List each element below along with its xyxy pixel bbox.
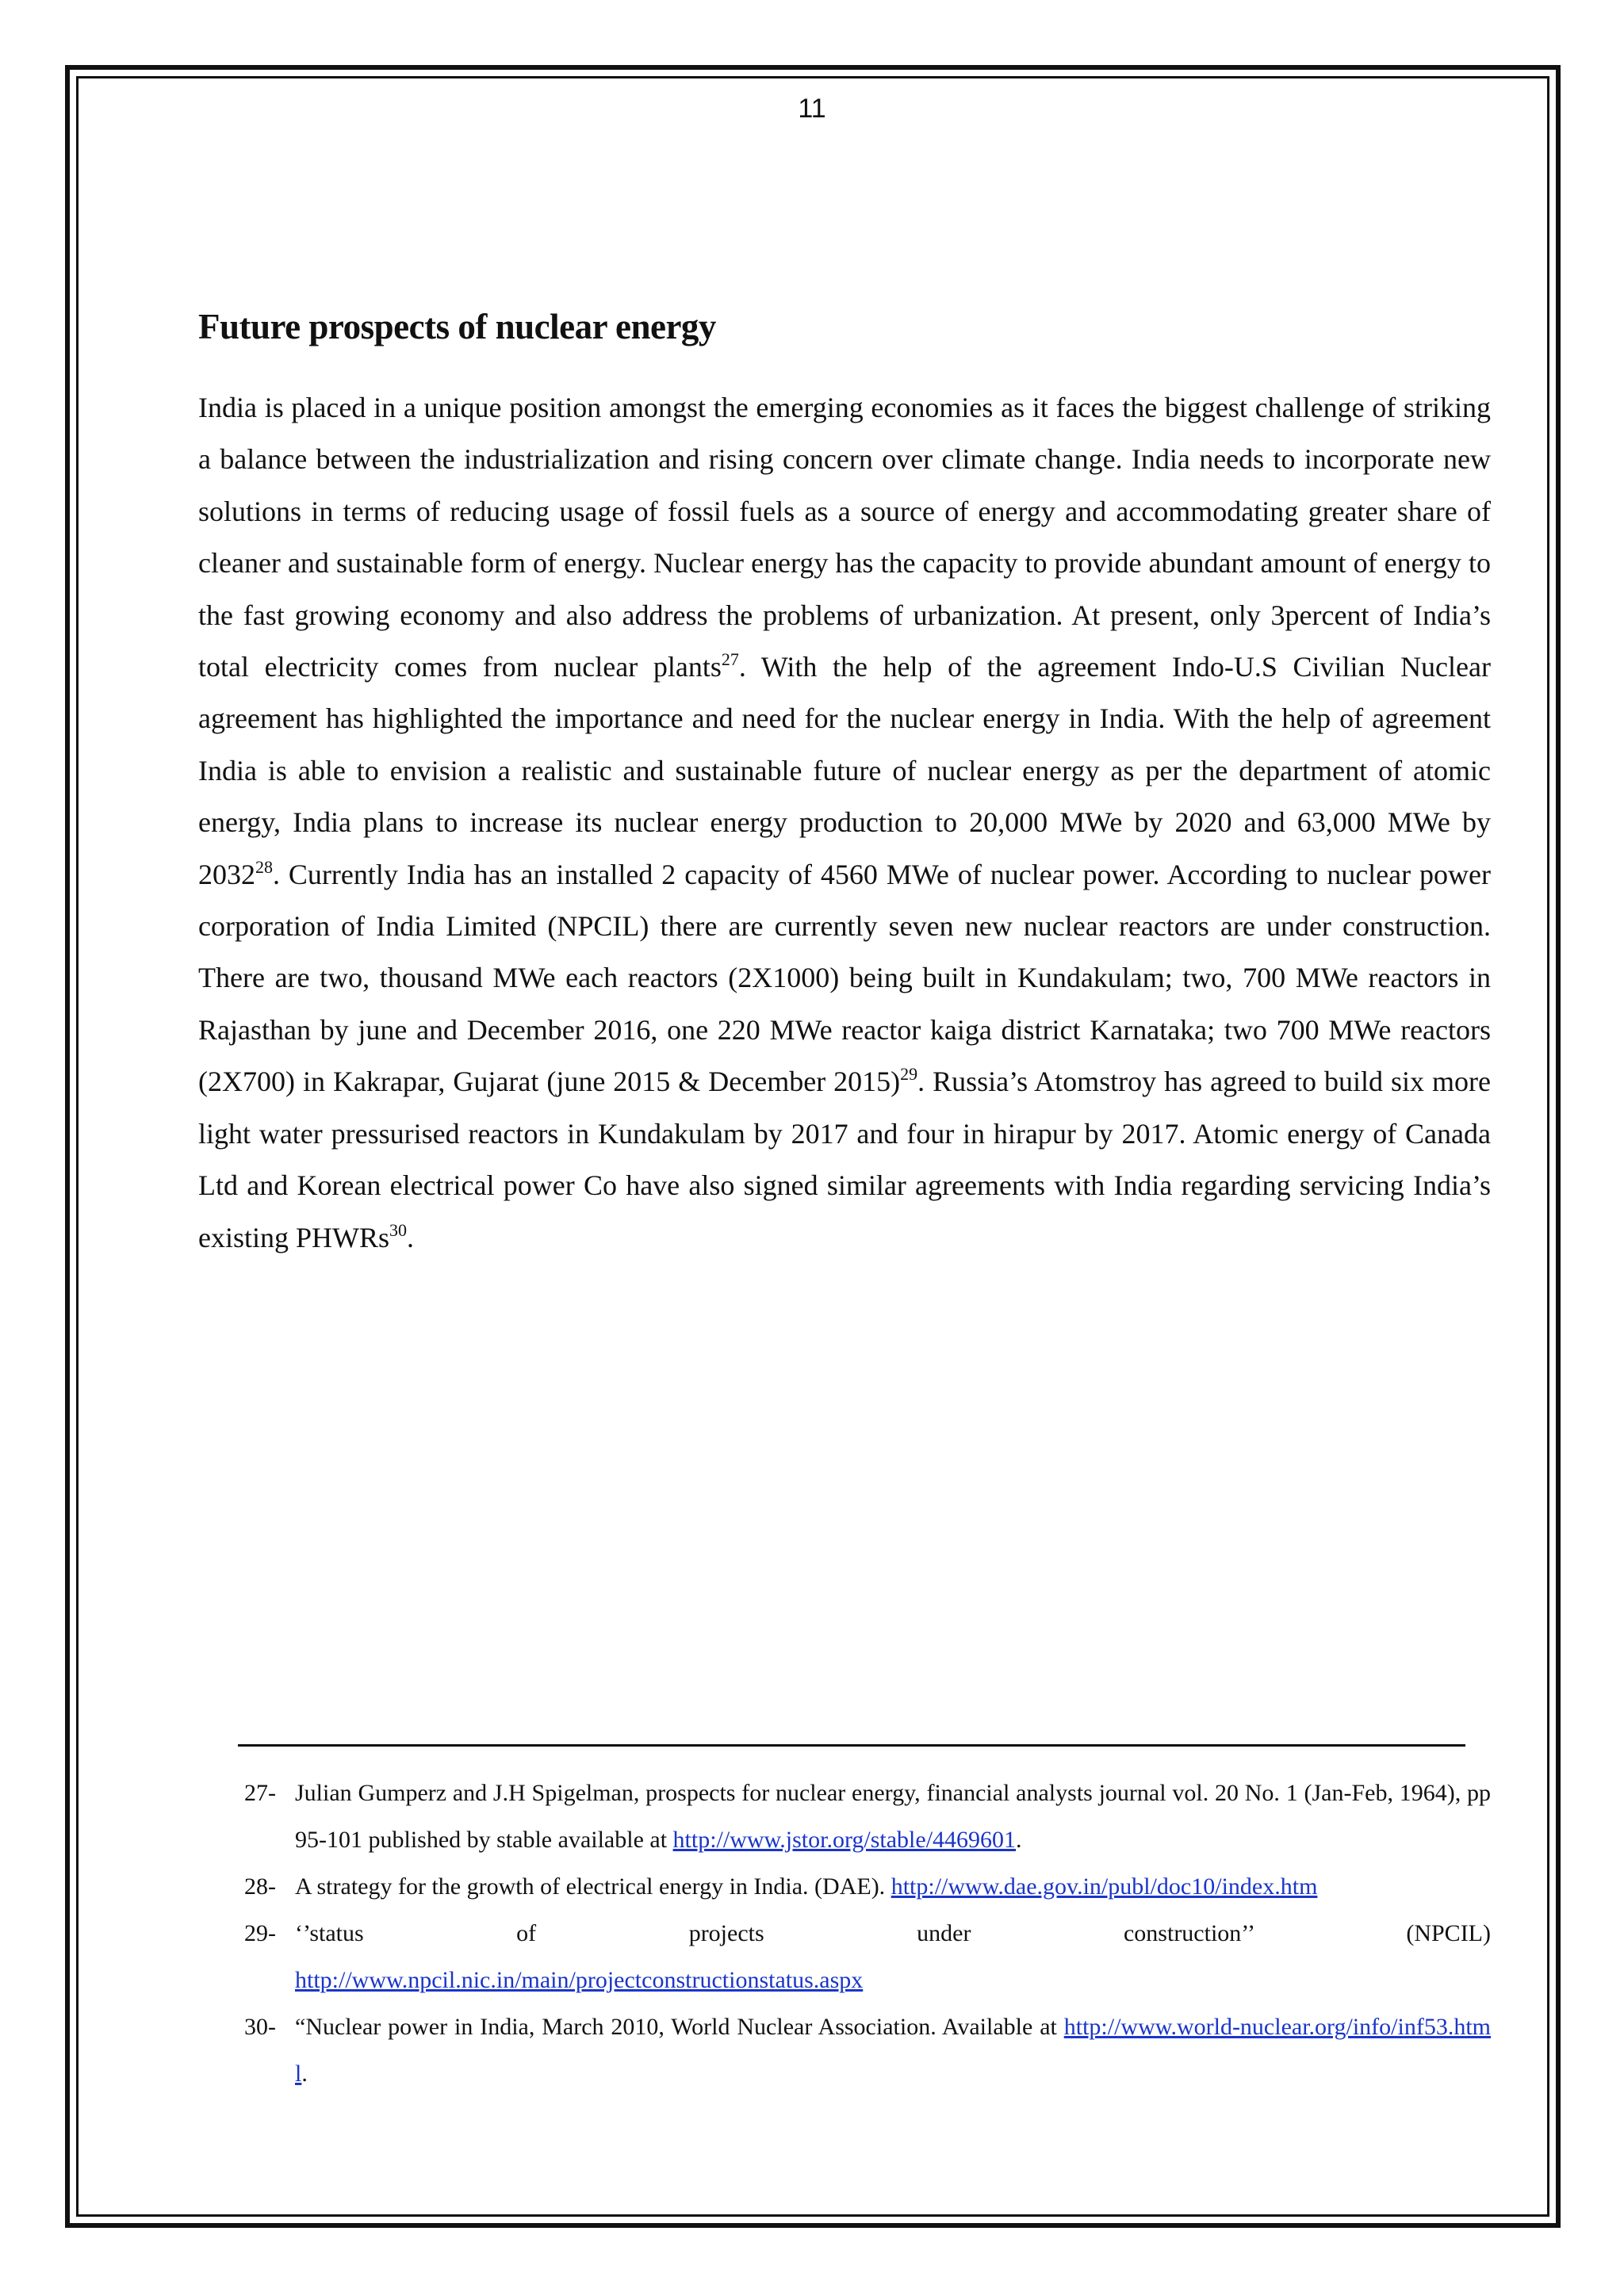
footnote-punctuation: . bbox=[1016, 1827, 1022, 1853]
footnote-number: 30- bbox=[244, 2014, 276, 2040]
footnote-body bbox=[295, 1770, 1491, 1863]
footnote-text: Julian Gumperz and J.H Spigelman, prospects for nuclear energy, financial analysts journal vol. 20 No. 1 (Jan-Feb, 1964), pp 95-101 published by stable available at bbox=[295, 1780, 1491, 1853]
footnote-ref[interactable]: 29 bbox=[900, 1064, 918, 1085]
footnote-divider bbox=[238, 1744, 1465, 1747]
footnote-item bbox=[244, 1910, 1491, 2003]
footnote-text: “Nuclear power in India, March 2010, World Nuclear Association. Available at bbox=[295, 2014, 1064, 2040]
footnote-ref[interactable]: 30 bbox=[389, 1219, 408, 1240]
footnote-item bbox=[244, 1863, 1491, 1910]
footnote-text: ‘’status of projects under construction’’ (NPCIL) bbox=[295, 1920, 1491, 1946]
footnote-link[interactable]: http://www.npcil.nic.in/main/projectconstructionstatus.aspx bbox=[295, 1967, 864, 1993]
footnote-body bbox=[295, 2003, 1491, 2097]
footnote-link[interactable]: http://www.jstor.org/stable/4469601 bbox=[672, 1827, 1017, 1853]
footnotes-list bbox=[244, 1770, 1491, 2097]
footnote-link[interactable]: http://www.world-nuclear.org/info/inf53.html bbox=[295, 2014, 1491, 2087]
footnote-body bbox=[295, 1863, 1491, 1910]
section-title: Future prospects of nuclear energy bbox=[198, 307, 716, 346]
paragraph-text: . Russia’s Atomstroy has agreed to build six more light water pressurised reactors in Kundakulam by 2017 and four in hirapur by 2017. Atomic energy of Canada Ltd and Korean electrical power Co have also signed similar agreements with India regarding servicing India’s existing PHWRs bbox=[198, 1066, 1491, 1253]
page-number: 11 bbox=[798, 94, 826, 124]
footnote-ref[interactable]: 27 bbox=[721, 649, 739, 670]
footnote-number: 27- bbox=[244, 1780, 276, 1806]
paragraph-text: . With the help of the agreement Indo-U.S Civilian Nuclear agreement has highlighted the importance and need for the nuclear energy in India. With the help of agreement India is able to envision a realistic and sustainable future of nuclear energy as per the department of atomic energy, India plans to increase its nuclear energy production to 20,000 MWe by 2020 and 63,000 MWe by 2032 bbox=[198, 651, 1491, 890]
footnote-link[interactable]: http://www.dae.gov.in/publ/doc10/index.htm bbox=[891, 1873, 1318, 1900]
paragraph-text: . Currently India has an installed 2 capacity of 4560 MWe of nuclear power. According to nuclear power corporation of India Limited (NPCIL) there are currently seven new nuclear reactors are under construction. There are two, thousand MWe each reactors (2X1000) being built in Kundakulam; two, 700 MWe reactors in Rajasthan by june and December 2016, one 220 MWe reactor kaiga district Karnataka; two 700 MWe reactors (2X700) in Kakrapar, Gujarat (june 2015 & December 2015) bbox=[198, 858, 1491, 1098]
footnote-text: A strategy for the growth of electrical energy in India. (DAE). bbox=[295, 1873, 891, 1900]
footnote-ref[interactable]: 28 bbox=[255, 856, 273, 877]
footnote-item bbox=[244, 2003, 1491, 2097]
footnote-punctuation: . bbox=[301, 2061, 308, 2087]
footnote-number: 29- bbox=[244, 1920, 276, 1946]
footnote-body bbox=[295, 1910, 1491, 2003]
footnote-number: 28- bbox=[244, 1873, 276, 1900]
footnote-item bbox=[244, 1770, 1491, 1863]
body-paragraph bbox=[198, 382, 1491, 1264]
paragraph-text: . bbox=[407, 1221, 415, 1253]
paragraph-text: India is placed in a unique position amongst the emerging economies as it faces the biggest challenge of striking a balance between the industrialization and rising concern over climate change. India needs to incorporate new solutions in terms of reducing usage of fossil fuels as a source of energy and accommodating greater share of cleaner and sustainable form of energy. Nuclear energy has the capacity to provide abundant amount of energy to the fast growing economy and also address the problems of urbanization. At present, only 3percent of India’s total electricity comes from nuclear plants bbox=[198, 392, 1491, 683]
